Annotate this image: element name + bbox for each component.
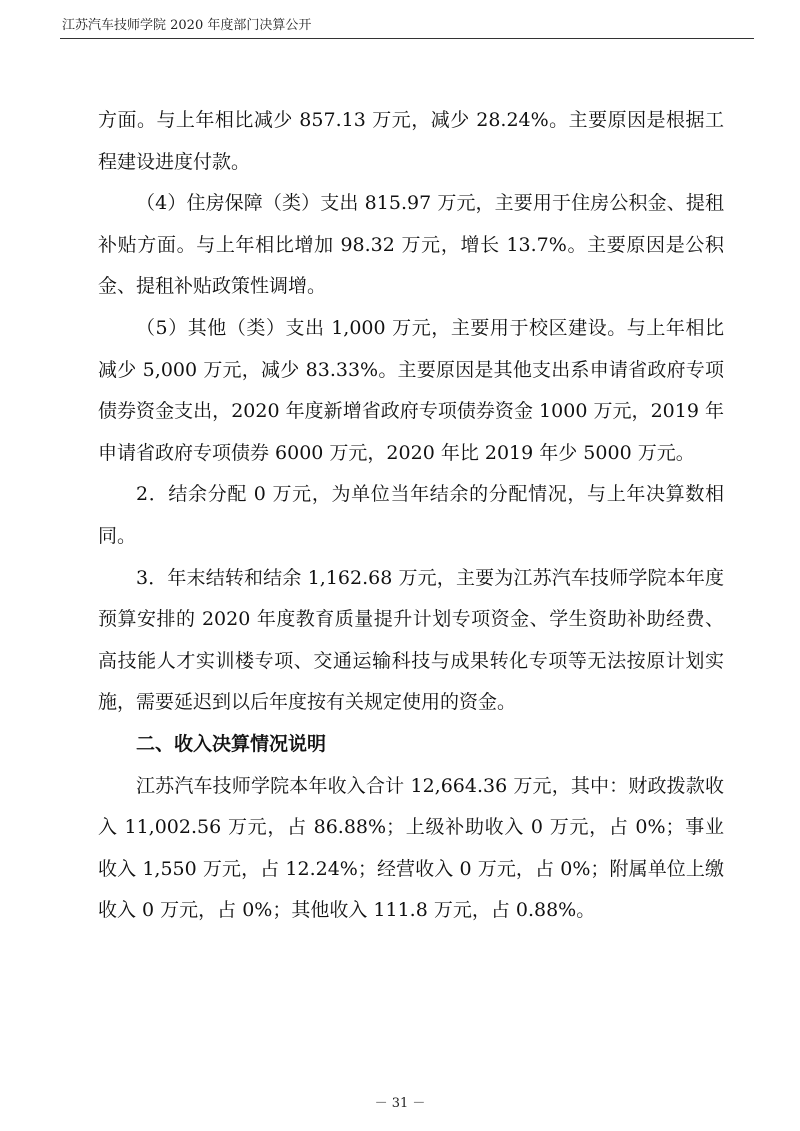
paragraph-continuation: 方面。与上年相比减少 857.13 万元，减少 28.24%。主要原因是根据工程建设进度付款。 xyxy=(98,109,724,173)
page-number: － 31 － xyxy=(374,1096,426,1111)
paragraph-surplus-distribution: 2．结余分配 0 万元，为单位当年结余的分配情况，与上年决算数相同。 xyxy=(98,483,724,547)
section-heading-income: 二、收入决算情况说明 xyxy=(136,732,327,755)
page-header: 江苏汽车技师学院 2020 年度部门决算公开 xyxy=(62,18,312,33)
document-body xyxy=(98,100,724,932)
header-divider xyxy=(60,38,754,39)
paragraph-income-summary: 江苏汽车技师学院本年收入合计 12,664.36 万元，其中：财政拨款收入 11,002.56 万元，占 86.88%；上级补助收入 0 万元，占 0%；事业收入 1,550 万元，占 12.24%；经营收入 0 万元，占 0%；附属单位上缴收入 0 万元，占 0%；其他收入 111.8 万元，占 0.88%。 xyxy=(98,774,724,922)
paragraph-carryover-balance: 3．年末结转和结余 1,162.68 万元，主要为江苏汽车技师学院本年度预算安排的 2020 年度教育质量提升计划专项资金、学生资助补助经费、高技能人才实训楼专项、交通运输科技与成果转化专项等无法按原计划实施，需要延迟到以后年度按有关规定使用的资金。 xyxy=(98,566,724,714)
paragraph-housing-security: （4）住房保障（类）支出 815.97 万元，主要用于住房公积金、提租补贴方面。与上年相比增加 98.32 万元，增长 13.7%。主要原因是公积金、提租补贴政策性调增。 xyxy=(98,192,724,298)
paragraph-other-expenditure: （5）其他（类）支出 1,000 万元，主要用于校区建设。与上年相比减少 5,000 万元，减少 83.33%。主要原因是其他支出系申请省政府专项债券资金支出，2020 年度新增省政府专项债券资金 1000 万元，2019 年申请省政府专项债券 6000 万元，2020 年比 2019 年少 5000 万元。 xyxy=(98,316,724,464)
